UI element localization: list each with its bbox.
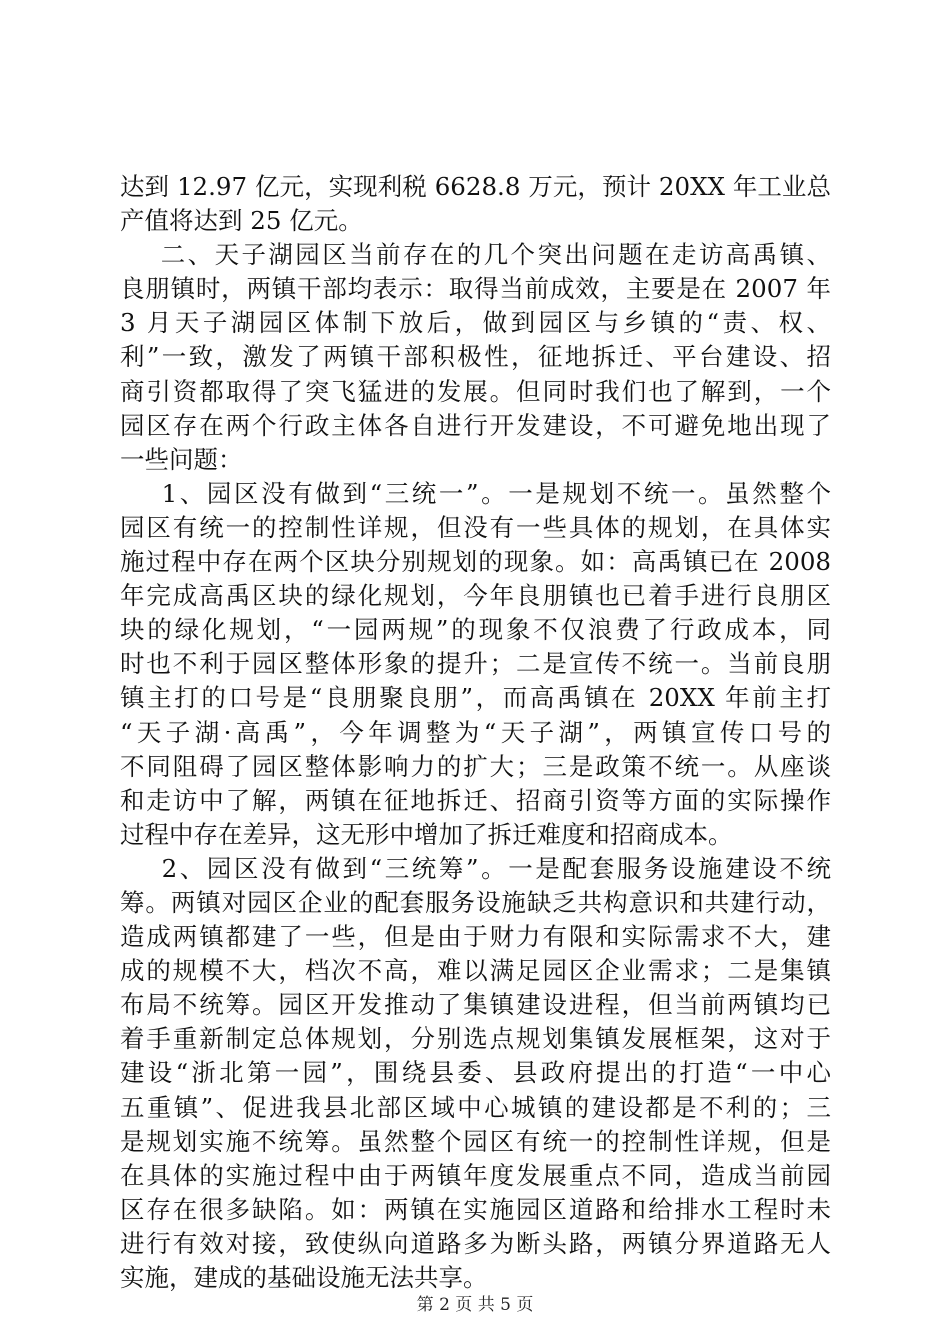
text-line: 在具体的实施过程中由于两镇年度发展重点不同，造成当前园: [120, 1160, 831, 1190]
text-line: 和走访中了解，两镇在征地拆迁、招商引资等方面的实际操作: [120, 785, 831, 815]
text-line: 二、天子湖园区当前存在的几个突出问题在走访高禹镇、: [120, 240, 831, 270]
text-line: 园区存在两个行政主体各自进行开发建设，不可避免地出现了: [120, 410, 831, 440]
text-line: 着手重新制定总体规划，分别选点规划集镇发展框架，这对于: [120, 1024, 831, 1054]
text-line: 布局不统筹。园区开发推动了集镇建设进程，但当前两镇均已: [120, 990, 831, 1020]
text-line: 达到 12.97 亿元，实现利税 6628.8 万元，预计 20XX 年工业总: [120, 172, 831, 201]
text-line: 2、园区没有做到“三统筹”。一是配套服务设施建设不统: [120, 853, 831, 883]
text-line: 时也不利于园区整体形象的提升；二是宣传不统一。当前良朋: [120, 649, 831, 679]
text-line: 产值将达到 25 亿元。: [120, 206, 363, 236]
text-line: 五重镇”、促进我县北部区域中心城镇的建设都是不利的；三: [120, 1092, 831, 1122]
text-line: 是规划实施不统筹。虽然整个园区有统一的控制性详规，但是: [120, 1126, 831, 1156]
text-line: 块的绿化规划，“一园两规”的现象不仅浪费了行政成本，同: [120, 615, 831, 645]
text-line: 良朋镇时，两镇干部均表示：取得当前成效，主要是在 2007 年: [120, 274, 831, 304]
text-line: 施过程中存在两个区块分别规划的现象。如：高禹镇已在 2008: [120, 547, 831, 577]
text-line: 造成两镇都建了一些，但是由于财力有限和实际需求不大，建: [120, 922, 831, 952]
text-line: 一些问题：: [120, 444, 243, 474]
text-line: 建设“浙北第一园”，围绕县委、县政府提出的打造“一中心: [120, 1058, 831, 1088]
text-line: 园区有统一的控制性详规，但没有一些具体的规划，在具体实: [120, 512, 831, 542]
text-line: 镇主打的口号是“良朋聚良朋”，而高禹镇在 20XX 年前主打: [120, 683, 831, 713]
text-line: 区存在很多缺陷。如：两镇在实施园区道路和给排水工程时未: [120, 1194, 831, 1224]
body-text: [120, 170, 831, 1295]
text-line: “天子湖·高禹”，今年调整为“天子湖”，两镇宣传口号的: [120, 717, 831, 747]
text-line: 1、园区没有做到“三统一”。一是规划不统一。虽然整个: [120, 478, 831, 508]
page-number-footer: 第 2 页 共 5 页: [416, 1295, 534, 1315]
text-line: 不同阻碍了园区整体影响力的扩大；三是政策不统一。从座谈: [120, 751, 831, 781]
text-line: 商引资都取得了突飞猛进的发展。但同时我们也了解到，一个: [120, 376, 831, 406]
text-line: 成的规模不大，档次不高，难以满足园区企业需求；二是集镇: [120, 956, 831, 986]
text-line: 3 月天子湖园区体制下放后，做到园区与乡镇的“责、权、: [120, 308, 831, 338]
text-line: 实施，建成的基础设施无法共享。: [120, 1263, 488, 1292]
text-line: 筹。两镇对园区企业的配套服务设施缺乏共构意识和共建行动，: [120, 887, 831, 917]
text-line: 进行有效对接，致使纵向道路多为断头路，两镇分界道路无人: [120, 1228, 831, 1258]
text-line: 年完成高禹区块的绿化规划，今年良朋镇也已着手进行良朋区: [120, 581, 831, 611]
text-line: 过程中存在差异，这无形中增加了拆迁难度和招商成本。: [120, 819, 733, 849]
text-line: 利”一致，激发了两镇干部积极性，征地拆迁、平台建设、招: [120, 342, 831, 372]
